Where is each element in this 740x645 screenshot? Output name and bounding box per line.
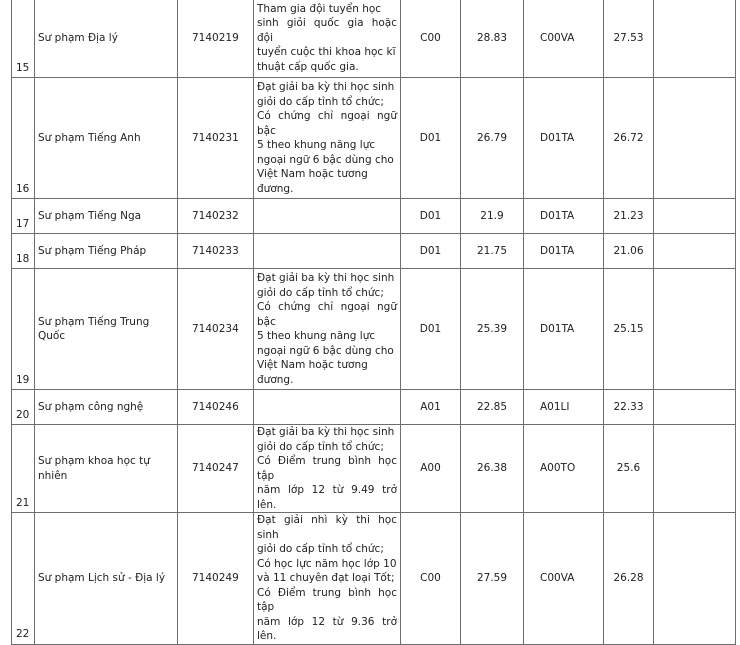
- criteria-line: đương.: [257, 373, 294, 386]
- criteria-line: Đạt giải ba kỳ thi học sinh: [257, 81, 395, 93]
- subject-combination: D01: [401, 199, 461, 234]
- major-code: 7140249: [178, 513, 254, 645]
- table-row: [12, 513, 736, 645]
- table-row: [12, 78, 736, 199]
- table-row: [12, 390, 736, 425]
- benchmark-score: 28.83: [461, 0, 524, 78]
- benchmark-score-alt: 26.72: [604, 78, 654, 199]
- criteria-line: Tham gia đội tuyển học: [257, 2, 382, 15]
- empty-cell: [654, 513, 736, 645]
- subject-combination-alt: D01TA: [524, 78, 604, 199]
- criteria-line: Đạt giải nhì kỳ thi học sinh: [257, 514, 397, 541]
- criteria-line: giỏi do cấp tỉnh tổ chức;: [257, 440, 384, 453]
- benchmark-score-alt: 25.6: [604, 425, 654, 513]
- benchmark-score: 21.75: [461, 234, 524, 269]
- major-name: Sư phạm Tiếng Pháp: [35, 234, 178, 269]
- criteria-line: Có Điểm trung bình học tập: [257, 586, 397, 613]
- major-code: 7140219: [178, 0, 254, 78]
- criteria-line: giỏi do cấp tỉnh tổ chức;: [257, 95, 384, 108]
- table-row: [12, 199, 736, 234]
- row-number: 15: [12, 0, 35, 78]
- empty-cell: [654, 390, 736, 425]
- admission-table: [11, 0, 736, 645]
- admission-criteria: [254, 199, 401, 234]
- criteria-line: tuyển cuộc thi khoa học kĩ: [257, 46, 396, 59]
- empty-cell: [654, 234, 736, 269]
- row-number: 16: [12, 78, 35, 199]
- criteria-line: Có học lực năm học lớp 10: [257, 557, 397, 570]
- benchmark-score: 26.38: [461, 425, 524, 513]
- row-number: 20: [12, 390, 35, 425]
- benchmark-score: 26.79: [461, 78, 524, 199]
- subject-combination-alt: D01TA: [524, 234, 604, 269]
- benchmark-score: 22.85: [461, 390, 524, 425]
- empty-cell: [654, 0, 736, 78]
- major-name: Sư phạm Tiếng Trung Quốc: [35, 269, 178, 390]
- criteria-line: giỏi do cấp tỉnh tổ chức;: [257, 286, 384, 299]
- admission-criteria: [254, 234, 401, 269]
- subject-combination-alt: D01TA: [524, 269, 604, 390]
- subject-combination: D01: [401, 234, 461, 269]
- subject-combination-alt: A01LI: [524, 390, 604, 425]
- admission-criteria: [254, 390, 401, 425]
- major-code: 7140234: [178, 269, 254, 390]
- criteria-line: 5 theo khung năng lực: [257, 330, 376, 342]
- criteria-line: và 11 chuyên đạt loại Tốt;: [257, 572, 395, 584]
- admission-criteria: [254, 78, 401, 199]
- criteria-line: Đạt giải ba kỳ thi học sinh: [257, 272, 395, 284]
- major-name: Sư phạm Địa lý: [35, 0, 178, 78]
- criteria-line: Có chứng chỉ ngoại ngữ bậc: [257, 110, 397, 137]
- admission-criteria: [254, 513, 401, 645]
- major-name: Sư phạm khoa học tự nhiên: [35, 425, 178, 513]
- empty-cell: [654, 269, 736, 390]
- subject-combination-alt: D01TA: [524, 199, 604, 234]
- major-code: 7140233: [178, 234, 254, 269]
- criteria-line: năm lớp 12 từ 9.49 trở lên.: [257, 484, 397, 511]
- subject-combination: A00: [401, 425, 461, 513]
- major-code: 7140246: [178, 390, 254, 425]
- benchmark-score-alt: 25.15: [604, 269, 654, 390]
- criteria-line: Việt Nam hoặc tương: [257, 168, 368, 180]
- criteria-line: 5 theo khung năng lực: [257, 139, 376, 151]
- major-code: 7140247: [178, 425, 254, 513]
- benchmark-score: 25.39: [461, 269, 524, 390]
- table-row: [12, 269, 736, 390]
- major-code: 7140231: [178, 78, 254, 199]
- major-name: Sư phạm công nghệ: [35, 390, 178, 425]
- subject-combination: C00: [401, 0, 461, 78]
- subject-combination: A01: [401, 390, 461, 425]
- row-number: 17: [12, 199, 35, 234]
- admission-criteria: [254, 425, 401, 513]
- empty-cell: [654, 425, 736, 513]
- benchmark-score-alt: 21.23: [604, 199, 654, 234]
- major-name: Sư phạm Tiếng Nga: [35, 199, 178, 234]
- criteria-line: Việt Nam hoặc tương: [257, 359, 368, 371]
- admission-criteria: [254, 0, 401, 78]
- subject-combination: D01: [401, 269, 461, 390]
- benchmark-score: 21.9: [461, 199, 524, 234]
- major-code: 7140232: [178, 199, 254, 234]
- admission-table-body: [12, 0, 736, 644]
- criteria-line: giỏi do cấp tỉnh tổ chức;: [257, 543, 384, 555]
- criteria-line: thuật cấp quốc gia.: [257, 60, 359, 73]
- row-number: 21: [12, 425, 35, 513]
- table-row: [12, 425, 736, 513]
- criteria-line: ngoại ngữ 6 bậc dùng cho: [257, 153, 394, 166]
- criteria-line: sinh giỏi quốc gia hoặc đội: [257, 17, 397, 44]
- criteria-line: năm lớp 12 từ 9.36 trở lên.: [257, 615, 397, 642]
- subject-combination-alt: C00VA: [524, 0, 604, 78]
- empty-cell: [654, 78, 736, 199]
- row-number: 18: [12, 234, 35, 269]
- benchmark-score-alt: 26.28: [604, 513, 654, 645]
- criteria-line: Có chứng chỉ ngoại ngữ bậc: [257, 301, 397, 328]
- major-name: Sư phạm Lịch sử - Địa lý: [35, 513, 178, 645]
- benchmark-score-alt: 22.33: [604, 390, 654, 425]
- subject-combination: D01: [401, 78, 461, 199]
- criteria-line: Đạt giải ba kỳ thi học sinh: [257, 426, 395, 438]
- criteria-line: đương.: [257, 182, 294, 195]
- table-row: [12, 0, 736, 78]
- empty-cell: [654, 199, 736, 234]
- major-name: Sư phạm Tiếng Anh: [35, 78, 178, 199]
- table-row: [12, 234, 736, 269]
- benchmark-score-alt: 21.06: [604, 234, 654, 269]
- criteria-line: Có Điểm trung bình học tập: [257, 455, 397, 482]
- benchmark-score-alt: 27.53: [604, 0, 654, 78]
- subject-combination-alt: A00TO: [524, 425, 604, 513]
- row-number: 19: [12, 269, 35, 390]
- row-number: 22: [12, 513, 35, 645]
- benchmark-score: 27.59: [461, 513, 524, 645]
- criteria-line: ngoại ngữ 6 bậc dùng cho: [257, 344, 394, 357]
- admission-criteria: [254, 269, 401, 390]
- subject-combination-alt: C00VA: [524, 513, 604, 645]
- subject-combination: C00: [401, 513, 461, 645]
